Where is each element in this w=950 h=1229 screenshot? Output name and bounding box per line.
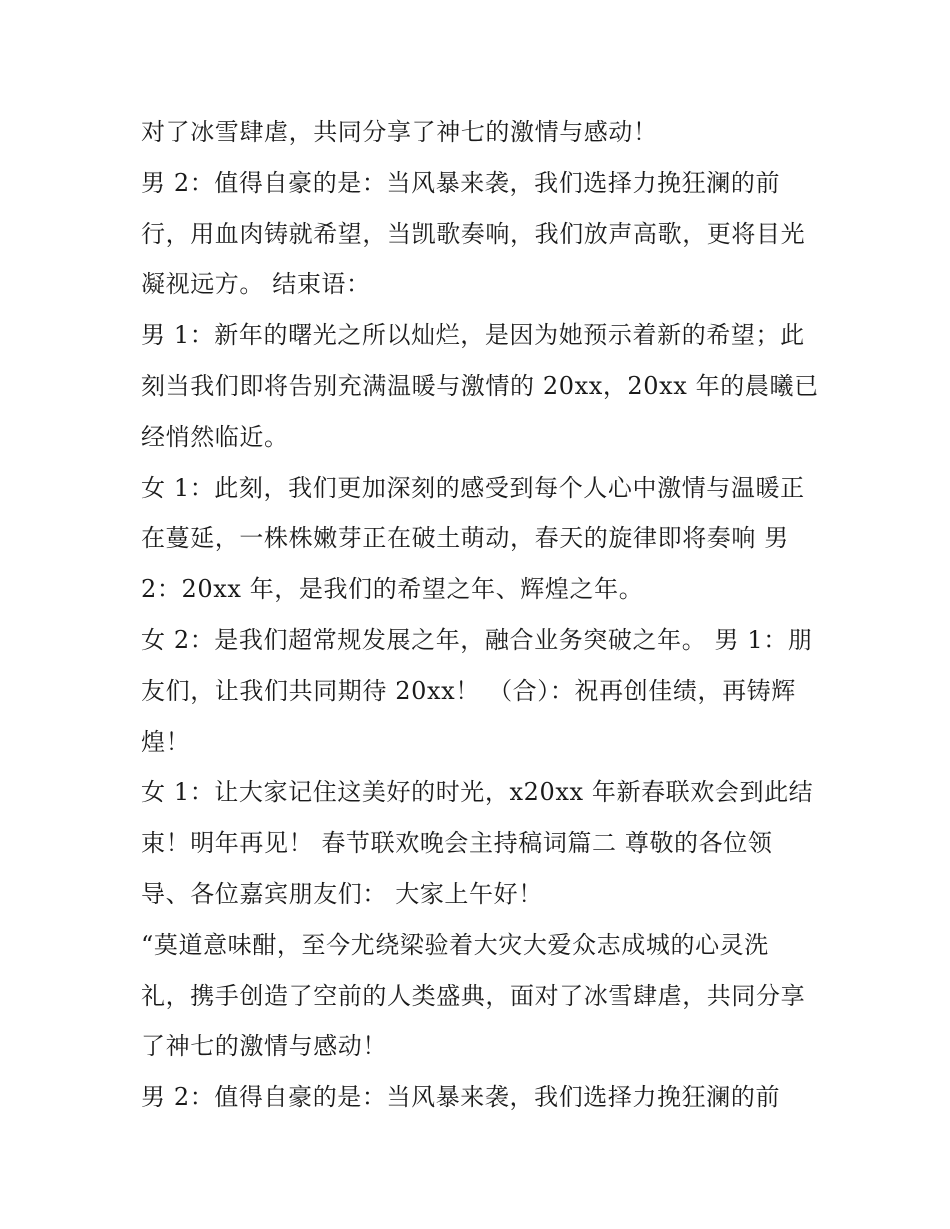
text-line: 女 1：此刻，我们更加深刻的感受到每个人心中激情与温暖正 — [141, 473, 805, 502]
text-line: 经悄然临近。 — [141, 422, 289, 451]
text-line: 煌！ — [141, 727, 191, 756]
text-line: 2：20xx 年，是我们的希望之年、辉煌之年。 — [141, 575, 644, 604]
text-line: 男 1：新年的曙光之所以灿烂，是因为她预示着新的希望；此 — [141, 321, 805, 350]
text-line: 男 2：值得自豪的是：当风暴来袭，我们选择力挽狂澜的前 — [141, 1083, 781, 1112]
text-line: 女 1：让大家记住这美好的时光，x20xx 年新春联欢会到此结 — [141, 778, 814, 807]
text-line: 导、各位嘉宾朋友们： 大家上午好！ — [141, 879, 543, 908]
text-line: 礼，携手创造了空前的人类盛典，面对了冰雪肆虐，共同分享 — [141, 981, 806, 1010]
text-line: 男 2：值得自豪的是：当风暴来袭，我们选择力挽狂澜的前 — [141, 168, 781, 197]
text-line: 对了冰雪肆虐，共同分享了神七的激情与感动！ — [141, 118, 658, 146]
text-line: “莫道意味酣，至今尤绕梁验着大灾大爱众志成城的心灵洗 — [141, 930, 769, 959]
text-line: 凝视远方。 结束语： — [141, 270, 371, 299]
text-line: 束！明年再见！ 春节联欢晚会主持稿词篇二 尊敬的各位领 — [141, 829, 773, 858]
text-line: 在蔓延，一株株嫩芽正在破土萌动，春天的旋律即将奏响 男 — [141, 524, 789, 553]
text-line: 行，用血肉铸就希望，当凯歌奏响，我们放声高歌，更将目光 — [141, 219, 806, 248]
text-line: 女 2：是我们超常规发展之年，融合业务突破之年。 男 1：朋 — [141, 625, 813, 654]
text-line: 了神七的激情与感动！ — [141, 1032, 387, 1061]
text-line: 刻当我们即将告别充满温暖与激情的 20xx，20xx 年的晨曦已 — [141, 371, 819, 400]
document-body — [141, 107, 831, 1123]
text-line: 友们，让我们共同期待 20xx！ （合）：祝再创佳绩，再铸辉 — [141, 676, 796, 705]
